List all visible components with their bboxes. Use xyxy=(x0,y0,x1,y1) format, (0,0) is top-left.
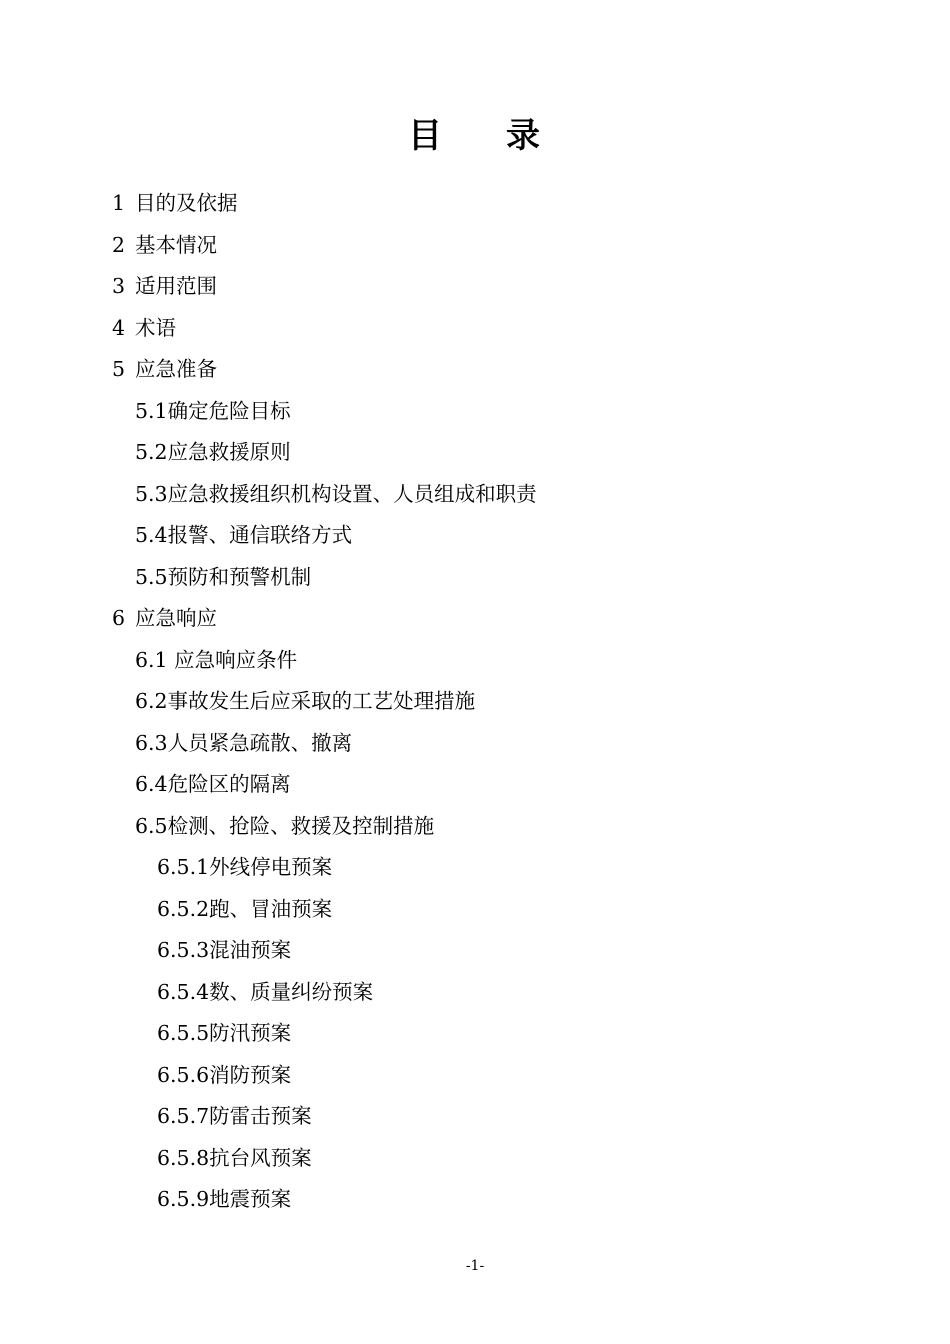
toc-entry[interactable] xyxy=(0,432,950,474)
toc-entry-number: 5.4 xyxy=(135,523,168,547)
toc-entry-label: 术语 xyxy=(135,315,177,340)
toc-entry-label: 基本情况 xyxy=(135,232,218,257)
toc-entry-label: 应急救援组织机构设置、人员组成和职责 xyxy=(167,481,537,506)
toc-entry-number: 5.5 xyxy=(135,564,168,589)
toc-entry[interactable] xyxy=(0,1179,950,1221)
toc-entry-number: 5.2 xyxy=(135,440,168,464)
toc-entry-number: 6.5.8 xyxy=(157,1145,210,1170)
table-of-contents xyxy=(0,183,950,1221)
toc-entry-label: 适用范围 xyxy=(135,274,218,298)
toc-entry[interactable] xyxy=(0,183,950,225)
toc-entry[interactable] xyxy=(0,930,950,972)
toc-entry-number: 2 xyxy=(112,232,126,257)
toc-entry-number: 5 xyxy=(112,357,126,381)
toc-entry-number: 6.5.6 xyxy=(157,1062,210,1087)
toc-entry-number: 6.3 xyxy=(135,730,168,755)
toc-entry-number: 6.2 xyxy=(135,689,168,713)
toc-entry-number: 6.5.1 xyxy=(157,855,210,879)
toc-entry-number: 6.5.5 xyxy=(157,1021,210,1045)
toc-entry-number: 6.5.9 xyxy=(157,1187,210,1211)
toc-entry-label: 事故发生后应采取的工艺处理措施 xyxy=(167,689,476,713)
toc-entry[interactable] xyxy=(0,972,950,1014)
toc-entry[interactable] xyxy=(0,225,950,267)
toc-entry[interactable] xyxy=(0,723,950,765)
toc-entry-number: 4 xyxy=(112,315,126,340)
toc-entry-number: 6.4 xyxy=(135,772,168,796)
toc-entry[interactable] xyxy=(0,308,950,350)
toc-entry-label: 防雷击预案 xyxy=(209,1104,312,1128)
toc-entry[interactable] xyxy=(0,349,950,391)
toc-entry-number: 1 xyxy=(112,191,126,215)
toc-entry-number: 6.5.7 xyxy=(157,1104,210,1128)
toc-entry-label: 应急准备 xyxy=(135,357,218,381)
toc-entry-number: 6.5.4 xyxy=(157,979,210,1004)
toc-entry[interactable] xyxy=(0,474,950,516)
toc-entry[interactable] xyxy=(0,889,950,931)
toc-entry[interactable] xyxy=(0,640,950,682)
toc-entry-label: 抗台风预案 xyxy=(209,1145,312,1170)
toc-entry[interactable] xyxy=(0,557,950,599)
toc-entry-label: 消防预案 xyxy=(209,1062,292,1087)
toc-entry-number: 5.1 xyxy=(135,398,168,423)
toc-entry[interactable] xyxy=(0,847,950,889)
toc-entry[interactable] xyxy=(0,1055,950,1097)
toc-entry[interactable] xyxy=(0,681,950,723)
toc-entry-label: 应急响应条件 xyxy=(167,647,298,672)
toc-entry-label: 人员紧急疏散、撤离 xyxy=(167,730,353,755)
toc-entry-number: 6.5.2 xyxy=(157,896,210,921)
toc-entry-label: 报警、通信联络方式 xyxy=(167,523,353,547)
toc-entry-number: 5.3 xyxy=(135,481,168,506)
toc-entry[interactable] xyxy=(0,515,950,557)
toc-title-right: 录 xyxy=(506,116,542,156)
toc-entry-label: 检测、抢险、救援及控制措施 xyxy=(167,813,435,838)
toc-entry-label: 确定危险目标 xyxy=(167,398,291,423)
toc-entry-number: 3 xyxy=(112,274,126,298)
toc-entry-label: 外线停电预案 xyxy=(209,855,333,879)
toc-entry-label: 应急响应 xyxy=(135,606,218,630)
toc-entry-label: 危险区的隔离 xyxy=(167,772,291,796)
toc-entry-label: 混油预案 xyxy=(209,938,292,962)
toc-entry[interactable] xyxy=(0,1138,950,1180)
toc-entry[interactable] xyxy=(0,266,950,308)
toc-entry-label: 目的及依据 xyxy=(135,191,238,215)
toc-entry-label: 数、质量纠纷预案 xyxy=(209,979,374,1004)
toc-entry[interactable] xyxy=(0,391,950,433)
toc-entry[interactable] xyxy=(0,806,950,848)
toc-title-left: 目 xyxy=(408,116,444,156)
toc-entry-label: 地震预案 xyxy=(209,1187,292,1211)
toc-entry-label: 应急救援原则 xyxy=(167,440,291,464)
toc-entry[interactable] xyxy=(0,1013,950,1055)
toc-entry-label: 预防和预警机制 xyxy=(167,564,312,589)
page-number: -1- xyxy=(465,1258,485,1274)
toc-entry-number: 6 xyxy=(112,606,126,630)
toc-entry-number: 6.1 xyxy=(135,647,168,672)
toc-entry[interactable] xyxy=(0,764,950,806)
toc-title xyxy=(0,112,950,160)
toc-entry-label: 跑、冒油预案 xyxy=(209,896,333,921)
toc-entry-number: 6.5 xyxy=(135,813,168,838)
toc-entry-number: 6.5.3 xyxy=(157,938,210,962)
toc-entry[interactable] xyxy=(0,598,950,640)
toc-entry[interactable] xyxy=(0,1096,950,1138)
toc-entry-label: 防汛预案 xyxy=(209,1021,292,1045)
